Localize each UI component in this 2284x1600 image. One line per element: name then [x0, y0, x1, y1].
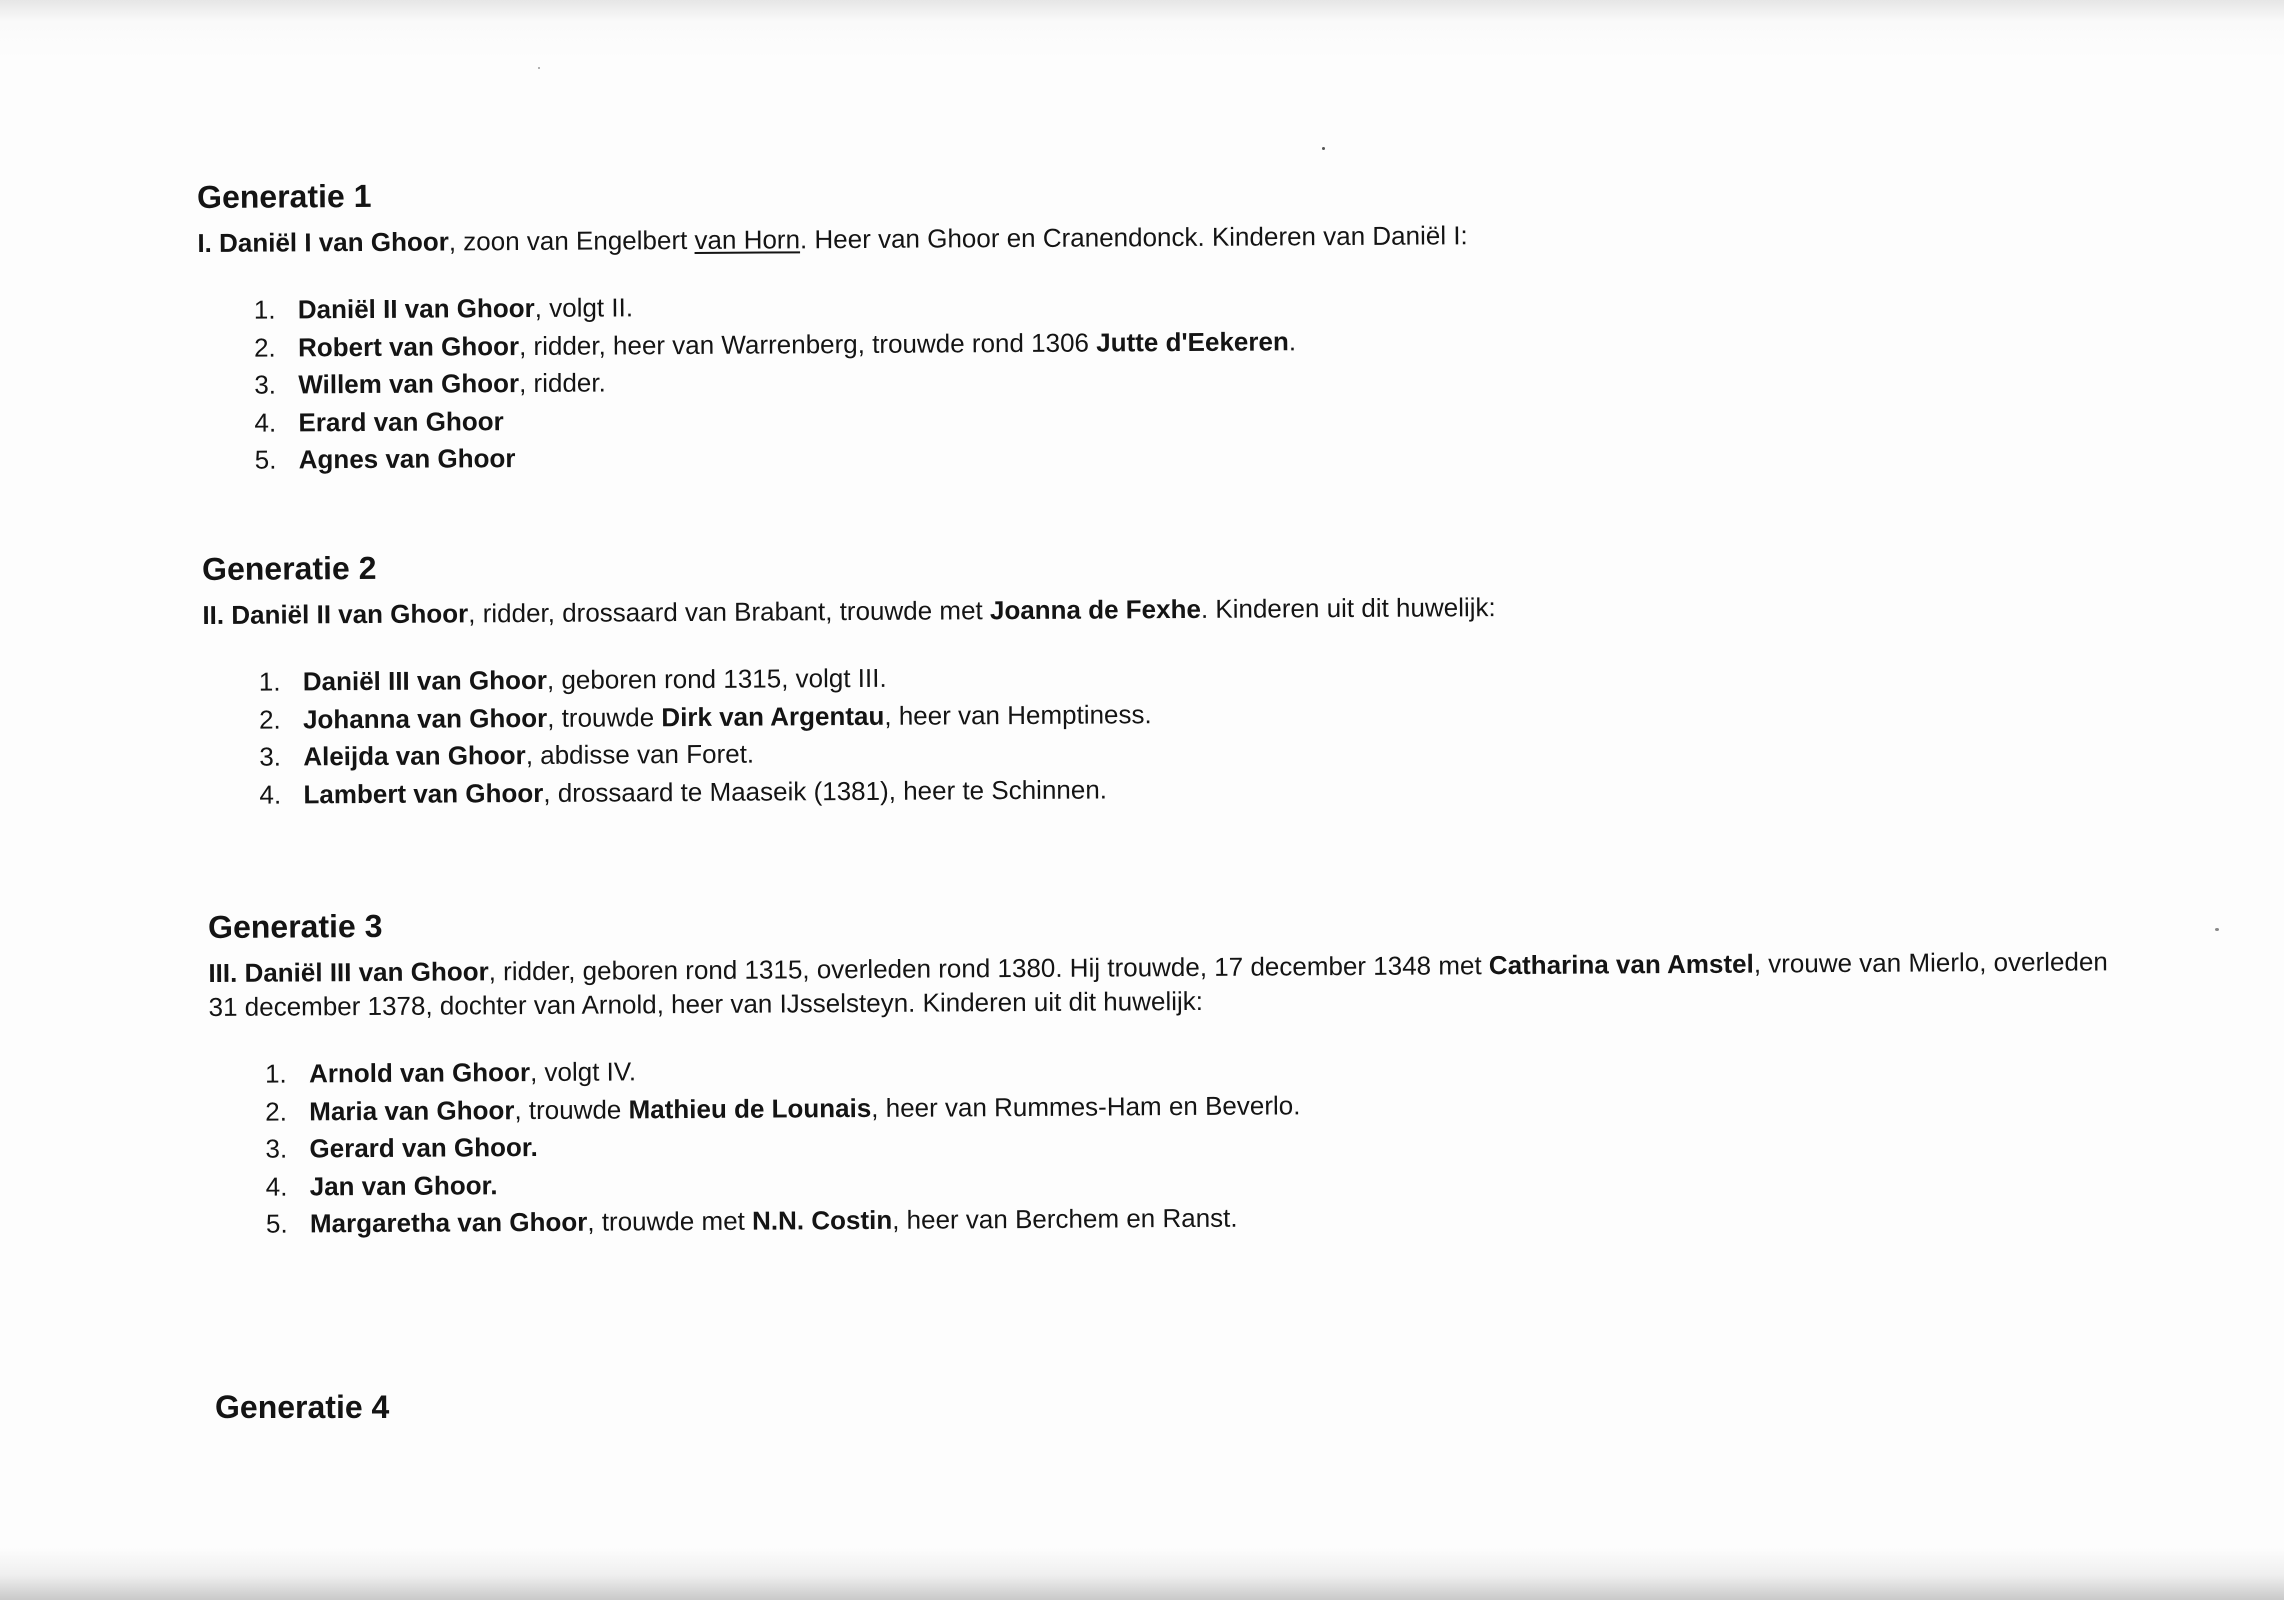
intro-text: , zoon van Engelbert — [448, 224, 695, 257]
child-details-tail: , heer van Hemptiness. — [884, 698, 1152, 731]
child-name: Gerard van Ghoor. — [309, 1131, 538, 1164]
generation-2-title: Generatie 2 — [202, 549, 377, 587]
child-details: , ridder. — [518, 367, 606, 399]
person-ref: III. Daniël III van Ghoor — [208, 956, 489, 988]
children-list — [209, 1044, 2200, 1244]
child-details: , volgt II. — [534, 292, 634, 323]
person-ref: I. Daniël I van Ghoor — [197, 226, 449, 258]
spouse-name: Dirk van Argentau — [661, 700, 885, 732]
child-details: , trouwde — [547, 701, 662, 733]
generation-1-intro — [197, 214, 2097, 260]
child-name: Daniël III van Ghoor — [302, 664, 548, 697]
intro-text: , ridder, geboren rond 1315, overleden rond 1380. Hij trouwde, 17 december 1348 met — [488, 950, 1489, 987]
intro-text: , ridder, drossaard van Brabant, trouwde met — [468, 595, 991, 629]
child-details-tail: , heer van Rummes-Ham en Beverlo. — [871, 1089, 1301, 1123]
child-name: Johanna van Ghoor — [302, 702, 548, 734]
child-details: , ridder, heer van Warrenberg, trouwde rond 1306 — [518, 327, 1097, 361]
generation-3 — [208, 896, 2200, 1244]
generation-3-intro — [208, 944, 2138, 1024]
child-name: Arnold van Ghoor — [308, 1057, 531, 1089]
spouse-name: Joanna de Fexhe — [989, 593, 1201, 626]
child-name: Margaretha van Ghoor — [309, 1206, 588, 1239]
spouse-name: Jutte d'Eekeren — [1096, 325, 1289, 358]
child-details: , trouwde — [514, 1093, 629, 1125]
spouse-name: N.N. Costin — [751, 1204, 893, 1236]
children-list — [198, 280, 2099, 479]
child-name: Robert van Ghoor — [297, 330, 520, 362]
spouse-name: Catharina van Amstel — [1488, 948, 1754, 981]
generation-1 — [197, 166, 2099, 479]
intro-text: . Kinderen uit dit huwelijk: — [1200, 592, 1496, 624]
person-ref: II. Daniël II van Ghoor — [202, 598, 469, 630]
generation-4 — [215, 1388, 815, 1436]
child-details: , abdisse van Foret. — [525, 738, 755, 771]
child-name: Aleijda van Ghoor — [303, 740, 526, 772]
child-name: Agnes van Ghoor — [298, 443, 516, 475]
child-name: Maria van Ghoor — [309, 1094, 515, 1126]
generation-3-title: Generatie 3 — [208, 907, 383, 945]
generation-2 — [202, 538, 2104, 814]
generation-2-intro — [202, 586, 2102, 632]
child-details-tail: , heer van Berchem en Ranst. — [892, 1202, 1238, 1235]
child-name: Erard van Ghoor — [298, 405, 504, 437]
child-details: , geboren rond 1315, volgt III. — [546, 662, 887, 695]
underlined-name: van Horn — [694, 224, 801, 255]
scan-speck — [2215, 928, 2219, 931]
child-name: Willem van Ghoor — [298, 368, 520, 400]
child-details: , drossaard te Maaseik (1381), heer te Schinnen. — [543, 773, 1108, 808]
children-list — [203, 652, 2104, 814]
child-name: Jan van Ghoor. — [309, 1169, 498, 1201]
child-details: , volgt IV. — [529, 1056, 637, 1088]
child-name: Lambert van Ghoor — [303, 777, 544, 809]
generation-1-title: Generatie 1 — [197, 177, 372, 215]
generation-4-title: Generatie 4 — [215, 1389, 390, 1425]
intro-text: , vrouwe van Mierlo, overleden 31 december 1378, dochter van Arnold, heer van IJsselsteyn. Kinderen uit dit huwelijk: — [208, 946, 2108, 1022]
intro-text: . Heer van Ghoor en Cranendonck. Kinderen van Daniël I: — [799, 220, 1468, 255]
spouse-name: Mathieu de Lounais — [628, 1092, 872, 1124]
child-details: , trouwde met — [587, 1205, 753, 1237]
scan-speck — [538, 67, 540, 69]
child-details-tail: . — [1288, 325, 1297, 356]
child-name: Daniël II van Ghoor — [297, 292, 535, 325]
scan-speck — [1322, 147, 1325, 150]
